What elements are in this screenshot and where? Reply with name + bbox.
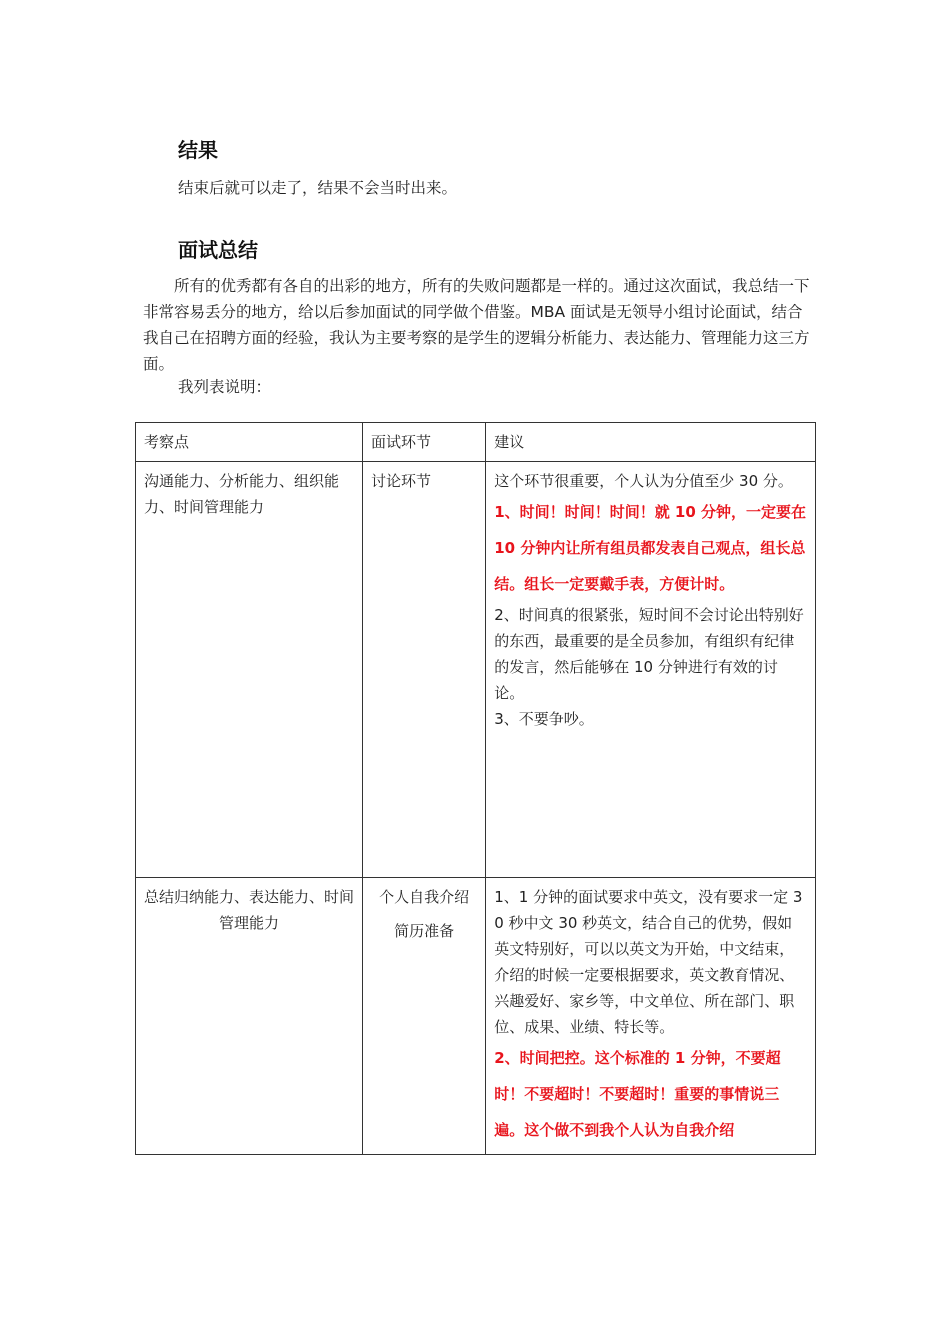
stage-line: 简历准备 <box>394 922 455 940</box>
advice-text: 3、不要争吵。 <box>494 710 594 728</box>
header-cell: 面试环节 <box>363 423 486 462</box>
table-row <box>136 878 816 1155</box>
table-cell <box>363 878 486 1155</box>
advice-cell <box>486 878 816 1155</box>
table-header-row <box>136 423 816 462</box>
advice-text: 这个环节很重要，个人认为分值至少 30 分。 <box>494 472 793 490</box>
interview-table <box>135 422 816 1155</box>
result-text: 结束后就可以走了，结果不会当时出来。 <box>178 179 458 197</box>
summary-paragraph: 所有的优秀都有各自的出彩的地方，所有的失败问题都是一样的。通过这次面试，我总结一下非常容易丢分的地方，给以后参加面试的同学做个借鉴。MBA 面试是无领导小组讨论面试，结合我自己在招聘方面的经验，我认为主要考察的是学生的逻辑分析能力、表达能力、管理能力这三方面。 <box>143 277 810 373</box>
advice-cell <box>486 462 816 878</box>
table-cell: 沟通能力、分析能力、组织能力、时间管理能力 <box>136 462 363 878</box>
header-cell: 建议 <box>486 423 816 462</box>
section-heading-summary: 面试总结 <box>178 238 258 262</box>
advice-text: 1、1 分钟的面试要求中英文，没有要求一定 30 秒中文 30 秒英文，结合自己的优势，假如英文特别好，可以以英文为开始，中文结束，介绍的时候一定要根据要求，英文教育情况、兴趣爱好、家乡等，中文单位、所在部门、职位、成果、业绩、特长等。 <box>494 888 803 1036</box>
stage-line: 个人自我介绍 <box>379 888 470 906</box>
list-intro: 我列表说明： <box>178 378 272 396</box>
table-cell: 讨论环节 <box>363 462 486 878</box>
advice-highlight: 2、时间把控。这个标准的 1 分钟，不要超时！不要超时！不要超时！重要的事情说三遍。这个做不到我个人认为自我介绍 <box>494 1049 781 1139</box>
header-cell: 考察点 <box>136 423 363 462</box>
table-cell: 总结归纳能力、表达能力、时间管理能力 <box>136 878 363 1155</box>
advice-text: 2、时间真的很紧张，短时间不会讨论出特别好的东西，最重要的是全员参加，有组织有纪律的发言，然后能够在 10 分钟进行有效的讨论。 <box>494 606 804 702</box>
table-row <box>136 462 816 878</box>
section-heading-result: 结果 <box>178 138 218 162</box>
advice-highlight: 1、时间！时间！时间！就 10 分钟，一定要在 10 分钟内让所有组员都发表自己观点，组长总结。组长一定要戴手表，方便计时。 <box>494 503 807 593</box>
